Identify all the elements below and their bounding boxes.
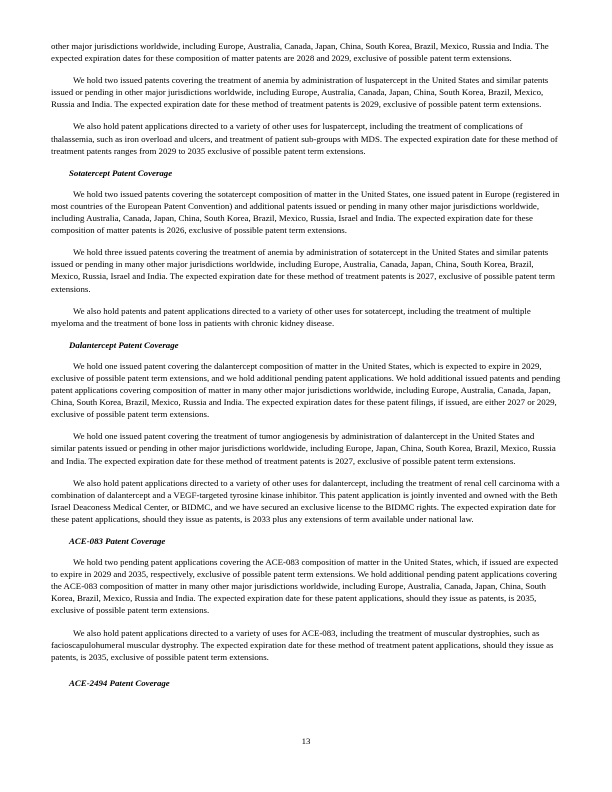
paragraph-sotatercept-composition: We hold two issued patents covering the sotatercept composition of matter in the United States, one issued patent in Europe (registered in most countries of the European Patent Convention) and additional patents issued or pending in many other major jurisdictions worldwide, including Australia, Canada, Japan, China, South Korea, Brazil, Mexico, Russia, Israel and India. The expected expiration date for these composition of matter patents is 2026, exclusive of possible patent term extensions. (51, 188, 560, 236)
section-heading-dalantercept: Dalantercept Patent Coverage (69, 339, 179, 350)
paragraph-dalantercept-composition: We hold one issued patent covering the dalantercept composition of matter in the United States, which is expected to expire in 2029, exclusive of possible patent term extensions, and we hold additional pending patent applications. We hold additional issued patents and pending patent applications covering composition of matter in many other major jurisdictions worldwide, including Europe, Australia, Canada, Japan, China, South Korea, Brazil, Mexico, Russia and India. The expected expiration dates for these patent filings, if issued, are either 2027 or 2029, exclusive of possible patent term extensions. (51, 360, 561, 420)
paragraph-continued: other major jurisdictions worldwide, including Europe, Australia, Canada, Japan, China, South Korea, Brazil, Mexico, Russia and India. The expected expiration dates for these composition of matter patents are 2028 and 2029, exclusive of possible patent term extensions. (51, 41, 549, 64)
section-heading-ace-2494: ACE-2494 Patent Coverage (69, 677, 170, 688)
paragraph-dalantercept-angiogenesis: We hold one issued patent covering the treatment of tumor angiogenesis by administration of dalantercept in the United States and similar patents issued or pending in other major jurisdictions worldwide, including Europe, Japan, China, South Korea, Brazil, Mexico, Russia and India. The expected expiration date for these method of treatment patents is 2027, exclusive of possible patent term extensions. (51, 431, 556, 466)
section-heading-sotatercept: Sotatercept Patent Coverage (69, 167, 173, 178)
paragraph-sotatercept-other-uses: We also hold patents and patent applications directed to a variety of other uses for sotatercept, including the treatment of multiple myeloma and the treatment of bone loss in patients with chronic kidney disease. (51, 305, 531, 328)
paragraph-luspatercept-other-uses: We also hold patent applications directed to a variety of other uses for luspatercept, including the treatment of complications of thalassemia, such as iron overload and ulcers, and treatment of patient sub-groups with MDS. The expected expiration date for these method of treatment patents ranges from 2029 to 2035 exclusive of possible patent term extensions. (51, 121, 558, 156)
document-page (51, 40, 561, 698)
page-number: 13 (301, 736, 311, 746)
section-heading-ace-083: ACE-083 Patent Coverage (69, 536, 166, 546)
paragraph-luspatercept-anemia: We hold two issued patents covering the treatment of anemia by administration of luspatercept in the United States and similar patents issued or pending in other major jurisdictions worldwide, including Europe, Australia, Canada, Japan, China, South Korea, Brazil, Mexico, Russia and India. The expected expiration date for these method of treatment patents is 2029, exclusive of possible patent term extensions. (51, 75, 549, 110)
paragraph-ace-083-composition: We hold two pending patent applications covering the ACE-083 composition of matter in the United States, which, if issued are expected to expire in 2029 and 2035, respectively, exclusive of possible patent term extensions. We hold additional pending patent applications covering the ACE-083 composition of matter in many other major jurisdictions worldwide, including Europe, Australia, Canada, Japan, China, South Korea, Brazil, Mexico, Russia and India. The expected expiration date for these patent applications, should they issue as patents, is 2035, exclusive of possible patent term extensions. (51, 557, 559, 616)
paragraph-sotatercept-anemia: We hold three issued patents covering the treatment of anemia by administration of sotatercept in the United States and similar patents issued or pending in many other major jurisdictions worldwide, including Europe, Australia, Canada, Japan, China, South Korea, Brazil, Mexico, Russia, Israel and India. The expected expiration date for these method of treatment patents is 2027, exclusive of possible patent term extensions. (51, 247, 556, 294)
paragraph-ace-083-uses: We also hold patent applications directed to a variety of uses for ACE-083, including the treatment of muscular dystrophies, such as facioscapulohumeral muscular dystrophy. The expected expiration date for these method of treatment patent applications, should they issue as patents, is 2035, exclusive of possible patent term extensions. (51, 627, 554, 662)
paragraph-dalantercept-other-uses: We also hold patent applications directed to a variety of other uses for dalantercept, including the treatment of renal cell carcinoma with a combination of dalantercept and a VEGF-targeted tyrosine kinase inhibitor. This patent application is jointly invented and owned with the Beth Israel Deaconess Medical Center, or BIDMC, and we have secured an exclusive license to the BIDMC rights. The expected expiration date for these patent applications, should they issue as patents, is 2033 plus any extensions of term available under national law. (51, 477, 560, 524)
